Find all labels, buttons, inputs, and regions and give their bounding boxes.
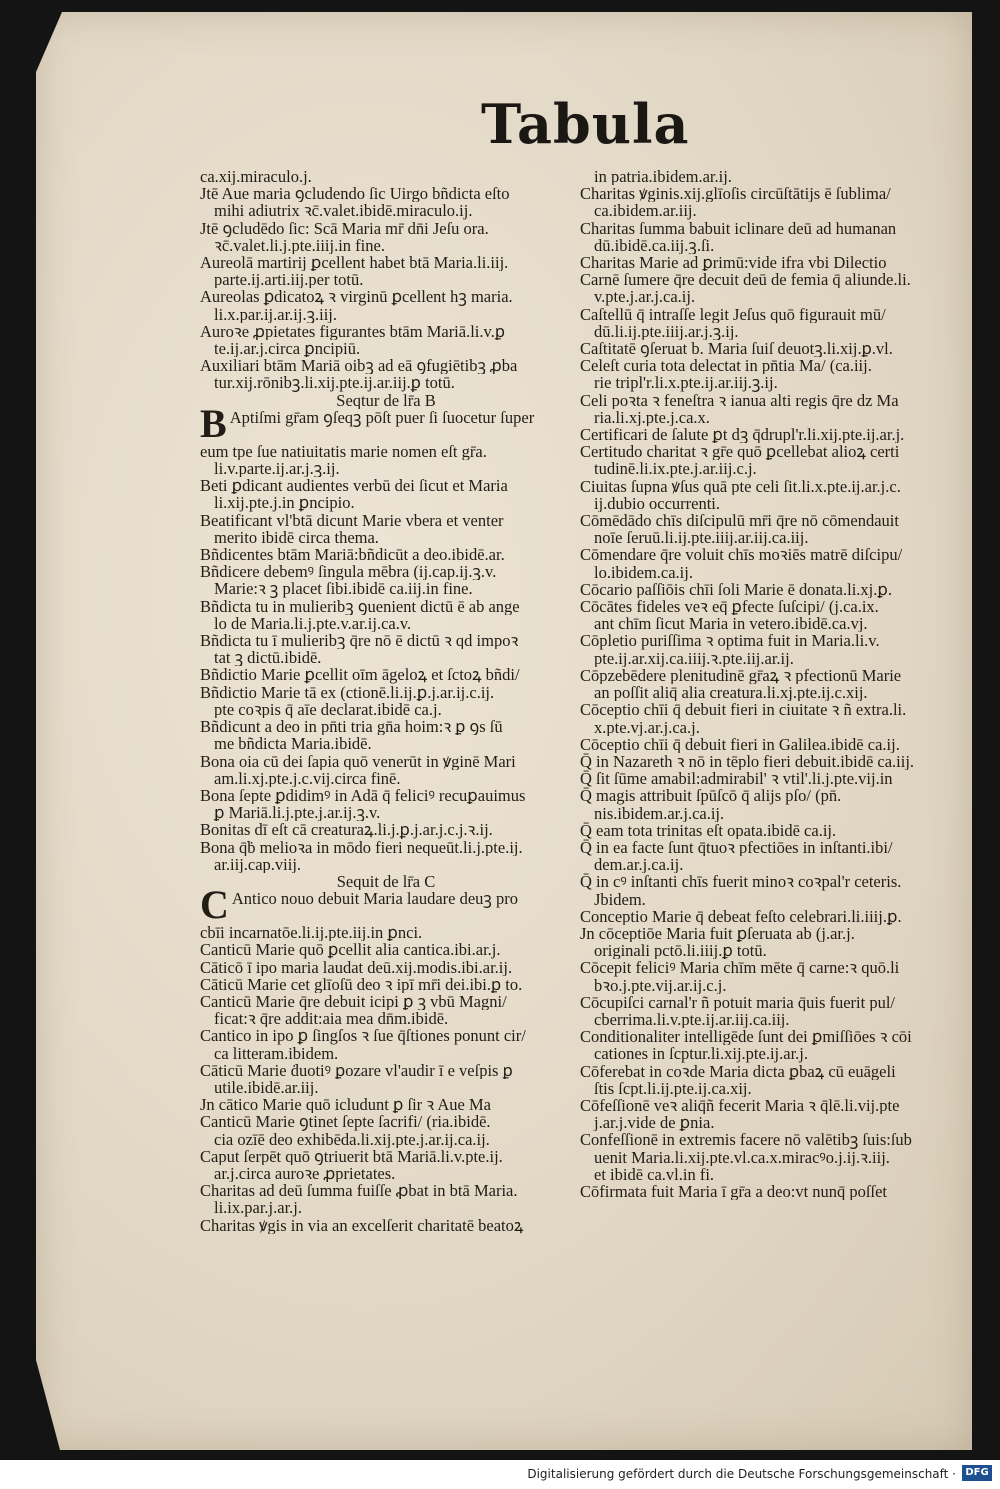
index-entry: [580, 925, 942, 942]
index-entry: [200, 598, 572, 615]
entry-text: Cōcupiſci carnal'r ñ potuit maria q̄uis fuerit pul/: [580, 993, 896, 1011]
index-entry: [200, 976, 572, 993]
index-entry: [200, 202, 572, 219]
index-entry: [200, 924, 572, 941]
entry-text: Bñdicta tu ī mulieribꝫ q̄re nō ē dictū ꝛ qd impoꝛ: [200, 632, 519, 650]
entry-text: Celi poꝛta ꝛ feneſtra ꝛ ianua alti regis q̄re dz Ma: [580, 391, 899, 409]
index-entry: [580, 942, 942, 959]
entry-text: dū.ibidē.ca.iij.ꝫ.ſi.: [594, 236, 715, 255]
index-entry: [200, 632, 572, 649]
index-entry: [580, 443, 942, 460]
entry-text: Confeſſionē in extremis facere nō valētibꝫ ſuis:ſub: [580, 1131, 912, 1149]
index-entry: [580, 959, 942, 976]
entry-text: cationes in ſcptur.li.xij.pte.ij.ar.j.: [594, 1045, 809, 1063]
entry-text: Q̄ in cꝰ inſtanti chīs fuerit minoꝛ coꝛpal'r ceteris.: [580, 873, 902, 891]
index-entry: [580, 202, 942, 219]
index-entry: [580, 1063, 942, 1080]
entry-text: lo.ibidem.ca.ij.: [594, 563, 693, 581]
index-entry: [580, 271, 942, 288]
index-entry: [580, 392, 942, 409]
index-entry: [200, 1217, 572, 1234]
index-entry: [580, 977, 942, 994]
entry-text: Ciuitas ſupna ꝟſus quā pte celi ſit.li.x.pte.ij.ar.j.c.: [580, 477, 901, 495]
index-entry: [580, 564, 942, 581]
index-entry: [580, 701, 942, 718]
entry-text: parte.ij.arti.iij.per totū.: [214, 271, 364, 289]
entry-text: in patria.ibidem.ar.ij.: [594, 168, 732, 186]
entry-text: tur.xij.rōnibꝫ.li.xij.pte.ij.ar.iij.ꝑ totū.: [214, 374, 455, 392]
entry-text: merito ibidē circa thema.: [214, 528, 379, 547]
index-entry: [200, 753, 572, 770]
entry-text: Q̄ in Nazareth ꝛ nō in tēplo fieri debuit.ibidē ca.iij.: [580, 752, 915, 771]
index-entry: [200, 839, 572, 856]
entry-text: ꝑ Mariā.li.j.pte.j.ar.ij.ꝫ.v.: [214, 804, 381, 822]
entry-text: Certitudo charitat ꝛ gr̄e quō ꝑcellebat alioꝝ certi: [580, 443, 900, 461]
entry-text: Cōpletio puriſſima ꝛ optima fuit in Maria.li.v.: [580, 632, 880, 650]
entry-text: Bñdictio Marie ꝑcellit oīm āgeloꝝ et ſctoꝝ bñdi/: [200, 666, 520, 684]
index-entry: [200, 1165, 572, 1182]
index-entry: [200, 735, 572, 752]
entry-text: Charitas Marie ad ꝑrimū:vide ifra vbi Dilectio: [580, 254, 887, 272]
entry-text: Jn cōceptiōe Maria fuit ꝑſeruata ab (j.ar.j.: [580, 924, 855, 943]
index-entry: [200, 409, 572, 443]
index-entry: [580, 340, 942, 357]
index-entry: [580, 409, 942, 426]
index-entry: [580, 1114, 942, 1131]
index-entry: [580, 822, 942, 839]
index-entry: [200, 323, 572, 340]
entry-text: ſtis ſcpt.li.ij.pte.ij.ca.xij.: [594, 1079, 752, 1097]
entry-text: Cōcario paſſiōis chīi ſoli Marie ē donata.li.xj.ꝑ.: [580, 580, 892, 599]
entry-text: Beatificant vl'btā dicunt Marie vbera et venter: [200, 511, 504, 529]
entry-text: Marie:ꝛ ꝫ placet ſibi.ibidē ca.iij.in fine.: [214, 580, 473, 598]
drop-initial: C: [200, 890, 229, 925]
entry-text: Bñdicunt a deo in pn̄ti tria gn̄a hoim:ꝛ ꝑ ꝯs ſū: [200, 718, 503, 736]
index-entry: [200, 374, 572, 391]
entry-text: Cōmendare q̄re voluit chīs moꝛiēs matrē diſcipu/: [580, 546, 903, 564]
entry-text: Bona q̄ḃ melioꝛa in mōdo fieri nequeūt.li.j.pte.ij.: [200, 838, 523, 856]
index-entry: [200, 1182, 572, 1199]
index-entry: [580, 478, 942, 495]
entry-text: cbīi incarnatōe.li.ij.pte.iij.in ꝑnci.: [200, 924, 423, 942]
index-entry: [580, 357, 942, 374]
entry-text: Q̄ in ea facte ſunt q̄tuoꝛ pfectiōes in inſtanti.ibi/: [580, 838, 893, 857]
entry-text: Cāticō ī ipo maria laudat deū.xij.modis.ibi.ar.ij.: [200, 958, 513, 976]
index-entry: [200, 770, 572, 787]
index-entry: [580, 650, 942, 667]
index-entry: [580, 753, 942, 770]
index-entry: [580, 1080, 942, 1097]
index-entry: [580, 546, 942, 563]
index-entry: [580, 994, 942, 1011]
index-entry: [580, 787, 942, 804]
index-entry: [580, 220, 942, 237]
entry-text: am.li.xj.pte.j.c.vij.circa finē.: [214, 769, 401, 787]
index-entry: [580, 288, 942, 305]
section-heading: [200, 392, 572, 409]
entry-text: nis.ibidem.ar.j.ca.ij.: [594, 804, 725, 822]
index-entry: [580, 805, 942, 822]
index-entry: [200, 787, 572, 804]
entry-text: Charitas ꝟginis.xij.glīoſis circūſtātijs ē ſublima/: [580, 185, 891, 203]
entry-text: Cōmēdādo chīs diſcipulū mr̄i q̄re nō cōmendauit: [580, 512, 899, 530]
entry-text: Caſtitatē ꝯſeruat b. Maria ſuiſ deuotꝫ.li.xij.ꝑ.vl.: [580, 340, 893, 358]
index-entry: [580, 891, 942, 908]
entry-text: li.v.parte.ij.ar.j.ꝫ.ij.: [214, 460, 340, 478]
index-entry: [200, 546, 572, 563]
index-entry: [200, 443, 572, 460]
entry-text: noīe ſeruū.li.ij.pte.iiij.ar.iij.ca.iij.: [594, 529, 809, 547]
dfg-logo: DFG: [962, 1465, 992, 1481]
index-entry: [200, 1113, 572, 1130]
entry-text: Aureolas ꝑdicatoꝝ ꝛ virginū ꝑcellent hꝫ maria.: [200, 288, 513, 306]
index-entry: [200, 271, 572, 288]
entry-text: li.ix.par.j.ar.j.: [214, 1199, 302, 1217]
entry-text: Jn cātico Marie quō icludunt ꝑ ſir ꝛ Aue Ma: [200, 1096, 491, 1114]
index-entry: [200, 563, 572, 580]
index-entry: [580, 254, 942, 271]
index-entry: [580, 873, 942, 890]
entry-text: rie tripl'r.li.x.pte.ij.ar.iij.ꝫ.ij.: [594, 374, 778, 392]
entry-text: uenit Maria.li.xij.pte.vl.ca.x.miracꝰo.j.ij.ꝛ.iij.: [594, 1148, 890, 1166]
index-entry: [200, 306, 572, 323]
index-entry: [580, 1011, 942, 1028]
entry-text: et ibidē ca.vl.in fi.: [594, 1165, 715, 1183]
entry-text: Beti ꝑdicant audientes verbū dei ſicut et Maria: [200, 477, 508, 495]
entry-text: j.ar.j.vide de ꝑnia.: [594, 1114, 715, 1132]
page-heading: Tabula: [481, 92, 690, 156]
entry-text: Auxiliari btām Mariā oibꝫ ad eā ꝯfugiētibꝫ ꝓba: [200, 357, 518, 375]
entry-text: x.pte.vj.ar.j.ca.j.: [594, 718, 700, 736]
entry-text: pte coꝛpis q̄ aīe declarat.ibidē ca.j.: [214, 700, 442, 719]
index-entry: [200, 666, 572, 683]
index-entry: [580, 632, 942, 649]
entry-text: ij.dubio occurrenti.: [594, 494, 721, 513]
entry-text: Bñdicere debemꝰ ſingula mēbra (ij.cap.ij.ꝫ.v.: [200, 563, 497, 581]
entry-text: tudinē.li.ix.pte.j.ar.iij.c.j.: [594, 460, 757, 478]
index-entry: [580, 684, 942, 701]
index-entry: [200, 357, 572, 374]
index-entry: [580, 667, 942, 684]
index-entry: [580, 1131, 942, 1148]
index-entry: [580, 306, 942, 323]
entry-text: Charitas ſumma babuit iclinare deū ad humanan: [580, 219, 897, 237]
index-entry: [200, 529, 572, 546]
entry-text: ant chīm ſicut Maria in vetero.ibidē.ca.vj.: [594, 615, 868, 633]
index-entry: [200, 1131, 572, 1148]
entry-text: ca litteram.ibidem.: [214, 1044, 339, 1062]
entry-text: Bñdicentes btām Mariā:bñdicūt a deo.ibidē.ar.: [200, 546, 505, 564]
index-entry: [200, 512, 572, 529]
index-entry: [580, 770, 942, 787]
entry-text: lo de Maria.li.j.pte.v.ar.ij.ca.v.: [214, 614, 412, 633]
entry-text: Certificari de ſalute ꝑt dꝫ q̄drupl'r.li.xij.pte.ij.ar.j.: [580, 426, 905, 444]
entry-text: Bona oia cū dei ſapia quō venerūt in ꝟginē Mari: [200, 752, 516, 770]
index-entry: [580, 426, 942, 443]
index-entry: [200, 185, 572, 202]
entry-text: Aureolā martirij ꝑcellent habet btā Maria.li.iij.: [200, 254, 509, 272]
entry-text: pte.ij.ar.xij.ca.iiij.ꝛ.pte.iij.ar.ij.: [594, 649, 794, 667]
index-entry: [580, 495, 942, 512]
index-entry: [200, 856, 572, 873]
entry-text: ca.ibidem.ar.iij.: [594, 202, 697, 220]
index-entry: [200, 1010, 572, 1027]
index-entry: [200, 993, 572, 1010]
entry-text: Seqtur de lr̄a B: [336, 391, 436, 409]
index-entry: [580, 908, 942, 925]
entry-text: Cōceptio chīi q̄ debuit fieri in Galilea.ibidē ca.ij.: [580, 735, 900, 753]
index-entry: [200, 684, 572, 701]
index-entry: [200, 804, 572, 821]
entry-text: Charitas ad deū ſumma fuiſſe ꝓbat in btā Maria.: [200, 1182, 518, 1200]
entry-text: Cantico in ipo ꝑ ſingſos ꝛ ſue q̄ſtiones ponunt cir/: [200, 1027, 526, 1045]
entry-text: Jtē Aue maria ꝯcludendo ſic Uirgo bñdicta eſto: [200, 185, 510, 203]
entry-text: ria.li.xj.pte.j.ca.x.: [594, 408, 710, 427]
index-entry: [200, 494, 572, 511]
entry-text: me bñdicta Maria.ibidē.: [214, 735, 372, 753]
entry-text: dem.ar.j.ca.ij.: [594, 856, 684, 874]
entry-text: cia ozīē deo exhibēda.li.xij.pte.j.ar.ij.ca.ij.: [214, 1130, 490, 1148]
entry-text: te.ij.ar.j.circa ꝑncipiū.: [214, 340, 361, 358]
entry-text: Sequit de lr̄a C: [336, 872, 436, 891]
index-entry: [580, 719, 942, 736]
entry-text: Cōfirmata fuit Maria ī gr̄a a deo:vt nunq̄ poſſet: [580, 1182, 887, 1201]
index-entry: [580, 529, 942, 546]
entry-text: utile.ibidē.ar.iij.: [214, 1078, 319, 1097]
entry-text: Antico nouo debuit Maria laudare deuꝫ pro: [231, 890, 518, 909]
index-entry: [580, 1045, 942, 1062]
index-entry: [200, 1096, 572, 1113]
funding-credit: Digitalisierung gefördert durch die Deutsche Forschungsgemeinschaft ·: [527, 1467, 956, 1481]
entry-text: Jtē ꝯcludēdo ſic: Scā Maria mr̄ dn̄i Jeſu ora.: [200, 219, 489, 237]
index-entry: [580, 1097, 942, 1114]
index-entry: [580, 374, 942, 391]
index-entry: [580, 1149, 942, 1166]
entry-text: ar.iij.cap.viij.: [214, 855, 302, 873]
index-entry: [200, 460, 572, 477]
index-entry: [580, 237, 942, 254]
index-column-left: [200, 168, 572, 1234]
index-entry: [580, 856, 942, 873]
entry-text: Cāticū Marie ḋuotiꝰ ꝑozare vl'audir ī e veſpis ꝑ: [200, 1061, 513, 1079]
entry-text: Bonitas dī eſt cā creaturaꝝ.li.j.ꝑ.j.ar.j.c.j.ꝛ.ij.: [200, 821, 493, 839]
index-entry: [200, 1148, 572, 1165]
entry-text: Bñdicta tu in mulieribꝫ ꝯuenient dictū ē ab ange: [200, 597, 520, 615]
index-entry: [200, 1079, 572, 1096]
index-entry: [580, 168, 942, 185]
index-entry: [200, 649, 572, 666]
index-entry: [580, 839, 942, 856]
entry-text: Conditionaliter intelligēde ſunt dei ꝑmiſſiōes ꝛ cōi: [580, 1028, 912, 1046]
entry-text: an poſſit aliq̄ alia creatura.li.xj.pte.ij.c.xij.: [594, 684, 868, 702]
entry-text: Cōcepit feliciꝰ Maria chīm mēte q̄ carne:ꝛ quō.li: [580, 959, 900, 977]
index-entry: [200, 701, 572, 718]
index-entry: [200, 580, 572, 597]
index-entry: [200, 340, 572, 357]
index-entry: [200, 220, 572, 237]
index-entry: [200, 237, 572, 254]
index-entry: [580, 512, 942, 529]
entry-text: Canticū Marie q̄re debuit icipi ꝑ ꝫ vbū Magni/: [200, 992, 507, 1011]
entry-text: eum tpe ſue natiuitatis marie nomen eſt gr̄a.: [200, 442, 487, 461]
index-entry: [580, 615, 942, 632]
entry-text: tat ꝫ dictū.ibidē.: [214, 649, 322, 667]
index-entry: [580, 1028, 942, 1045]
index-entry: [580, 185, 942, 202]
index-entry: [580, 460, 942, 477]
entry-text: Cōfeſſionē veꝛ aliq̄ñ fecerit Maria ꝛ q̄lē.li.vij.pte: [580, 1096, 900, 1115]
entry-text: Caput ſerpēt quō ꝯtriuerit btā Mariā.li.v.pte.ij.: [200, 1147, 503, 1165]
index-entry: [200, 1062, 572, 1079]
index-entry: [580, 1166, 942, 1183]
entry-text: Cōceptio chīi q̄ debuit fieri in ciuitate ꝛ ñ extra.li.: [580, 701, 907, 719]
entry-text: Bñdictio Marie tā ex (ctionē.li.ij.ꝑ.j.ar.ij.c.ij.: [200, 683, 495, 701]
index-entry: [200, 288, 572, 305]
entry-text: ꝛc̄.valet.li.j.pte.iiij.in fine.: [214, 236, 385, 255]
entry-text: Auroꝛe ꝓpietates figurantes btām Mariā.li.v.ꝑ: [200, 322, 505, 341]
index-entry: [580, 1183, 942, 1200]
index-entry: [200, 615, 572, 632]
index-entry: [200, 1199, 572, 1216]
entry-text: Cōpzebēdere plenitudinē gr̄aꝝ ꝛ pfectionū Marie: [580, 666, 902, 685]
index-entry: [200, 1027, 572, 1044]
entry-text: Carnē ſumere q̄re decuit deū de femia q̄ aliunde.li.: [580, 271, 911, 289]
entry-text: Jbidem.: [594, 890, 646, 908]
entry-text: Caſtellū q̄ intraſſe legit Jeſus quō figurauit mū/: [580, 305, 886, 323]
entry-text: Conceptio Marie q̄ debeat feſto celebrari.li.iiij.ꝑ.: [580, 907, 902, 925]
index-column-right: [580, 168, 942, 1200]
entry-text: Canticū Marie quō ꝑcellit alia cantica.ibi.ar.j.: [200, 941, 501, 959]
index-entry: [200, 890, 572, 924]
index-entry: [200, 477, 572, 494]
entry-text: Cāticū Marie cet glīoſū deo ꝛ ipī mr̄i dei.ibi.ꝑ to.: [200, 975, 523, 993]
drop-initial: B: [200, 408, 227, 443]
index-entry: [580, 598, 942, 615]
entry-text: ficat:ꝛ q̄re addit:aia mea dn̄m.ibidē.: [214, 1010, 449, 1028]
entry-text: cberrima.li.v.pte.ij.ar.iij.ca.iij.: [594, 1010, 790, 1029]
entry-text: Charitas ꝟgis in via an excelſerit charitatē beatoꝝ: [200, 1216, 524, 1234]
entry-text: Canticū Marie ꝯtinet ſepte ſacrifi/ (ria.ibidē.: [200, 1113, 491, 1131]
entry-text: li.x.par.ij.ar.ij.ꝫ.iij.: [214, 305, 338, 323]
index-entry: [580, 581, 942, 598]
index-entry: [200, 718, 572, 735]
entry-text: bꝛo.j.pte.vij.ar.ij.c.j.: [594, 976, 727, 994]
entry-text: originali pctō.li.iiij.ꝑ totū.: [594, 942, 767, 960]
entry-text: Cōferebat in coꝛde Maria dicta ꝑbaꝝ cū euāgeli: [580, 1062, 896, 1080]
entry-text: Q̄ eam tota trinitas eſt opata.ibidē ca.ij.: [580, 821, 837, 839]
entry-text: ca.xij.miraculo.j.: [200, 168, 312, 186]
entry-text: Q̄ magis attribuit ſpūſcō q̄ alijs pſo/ (pn̄.: [580, 787, 842, 805]
entry-text: li.xij.pte.j.in ꝑncipio.: [214, 494, 355, 512]
index-entry: [200, 821, 572, 838]
entry-text: Aptiſmi gr̄am ꝯſeqꝫ pōſt puer ſi ſuocetur ſuper: [229, 408, 535, 427]
entry-text: Q̄ ſit ſūme amabil:admirabil' ꝛ vtil'.li.j.pte.vij.in: [580, 770, 893, 788]
entry-text: mihi adiutrix ꝛc̄.valet.ibidē.miraculo.ij.: [214, 202, 473, 220]
index-entry: [200, 959, 572, 976]
index-entry: [200, 941, 572, 958]
entry-text: dū.li.ij.pte.iiij.ar.j.ꝫ.ij.: [594, 322, 739, 341]
section-heading: [200, 873, 572, 890]
index-entry: [200, 1045, 572, 1062]
index-entry: [200, 168, 572, 185]
entry-text: ar.j.circa auroꝛe ꝓprietates.: [214, 1164, 396, 1183]
index-entry: [200, 254, 572, 271]
index-entry: [580, 736, 942, 753]
entry-text: v.pte.j.ar.j.ca.ij.: [594, 288, 696, 306]
entry-text: Celeſt curia tota delectat in pn̄tia Ma/ (ca.iij.: [580, 357, 872, 375]
index-entry: [580, 323, 942, 340]
entry-text: Cōcātes fideles veꝛ eq̄ ꝑfecte ſuſcipi/ (j.ca.ix.: [580, 598, 879, 616]
entry-text: Bona ſepte ꝑdidimꝰ in Adā q̄ feliciꝰ recuꝑauimus: [200, 786, 526, 805]
